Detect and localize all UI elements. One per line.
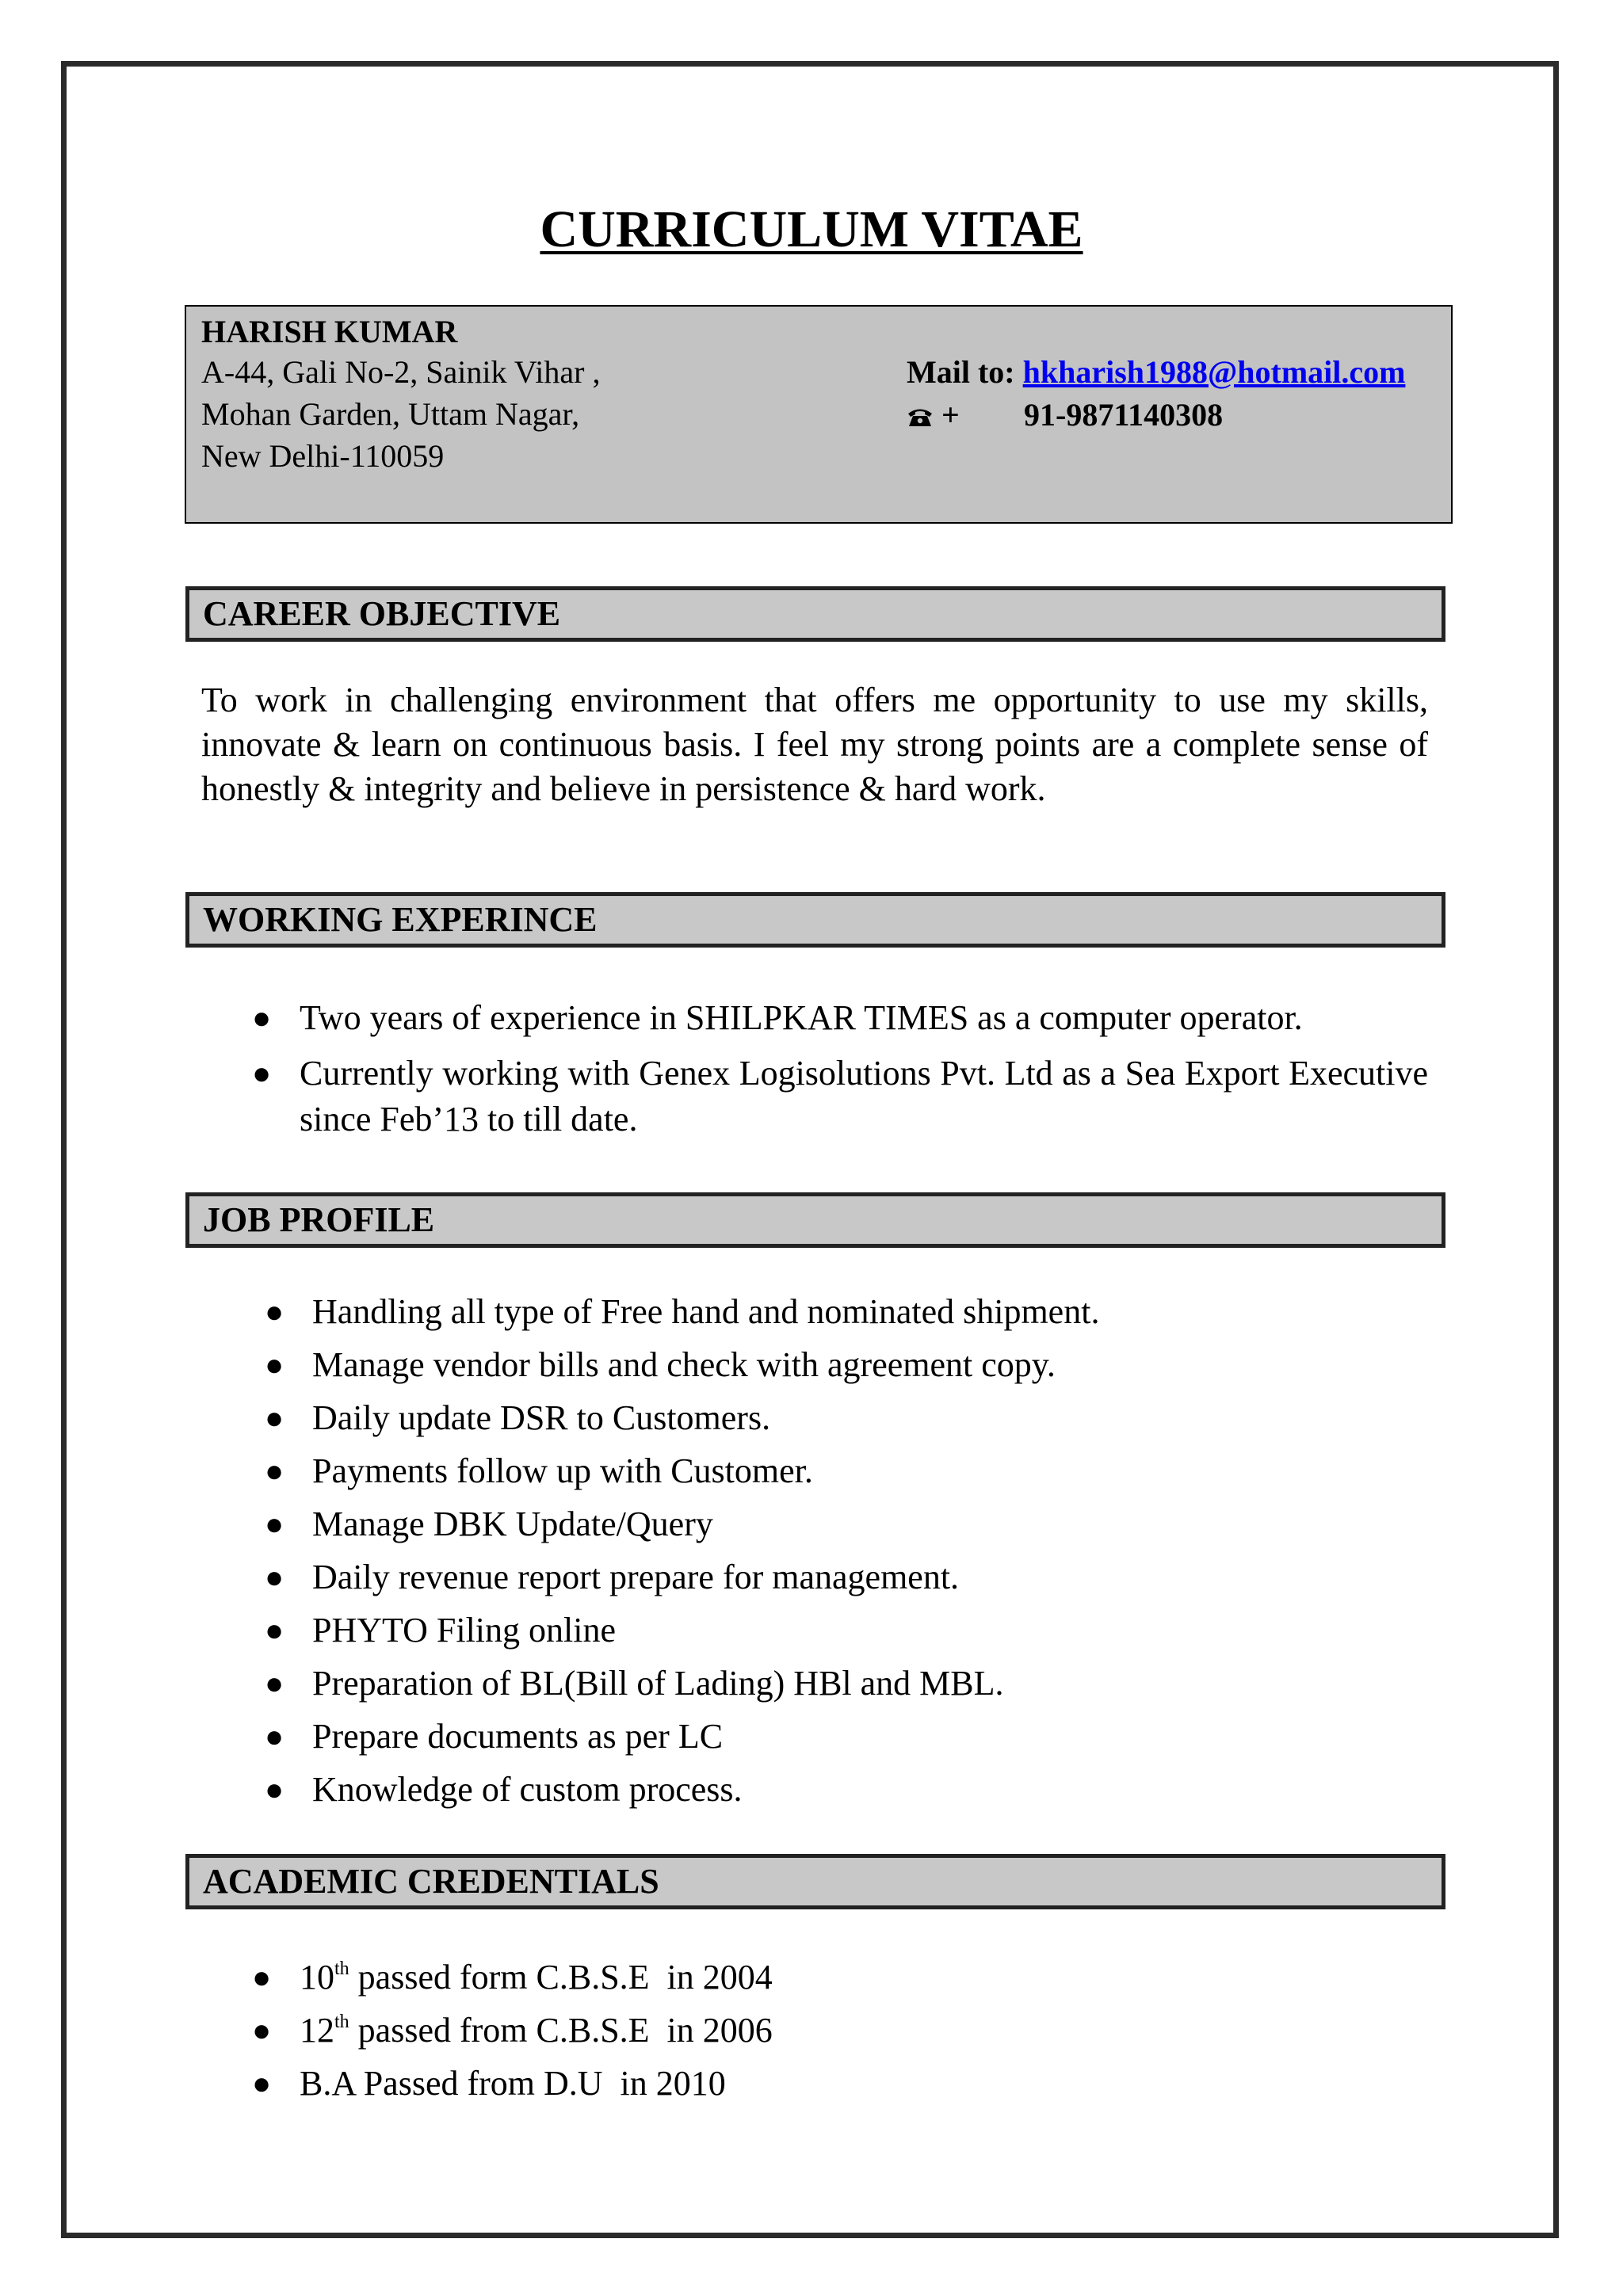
- bullet-icon: ●: [265, 1772, 285, 1807]
- section-heading-academic-credentials: ACADEMIC CREDENTIALS: [185, 1854, 1445, 1909]
- bullet-icon: ●: [265, 1506, 285, 1542]
- list-item: ● B.A Passed from D.U in 2010: [252, 2057, 1409, 2110]
- mail-label: Mail to:: [907, 354, 1015, 390]
- email-link[interactable]: hkharish1988@hotmail.com: [1022, 354, 1406, 390]
- phone-number: 91-9871140308: [1024, 397, 1224, 433]
- telephone-icon: [907, 395, 941, 436]
- address-line: A-44, Gali No-2, Sainik Vihar ,: [201, 354, 601, 390]
- academic-credentials-list: [252, 1951, 1409, 2110]
- bullet-icon: ●: [252, 2065, 272, 2101]
- list-item: ● Handling all type of Free hand and nominated shipment.: [265, 1285, 1422, 1338]
- list-item: ● Daily update DSR to Customers.: [265, 1391, 1422, 1444]
- list-item: ● Payments follow up with Customer.: [265, 1444, 1422, 1497]
- bullet-icon: ●: [265, 1665, 285, 1701]
- bullet-icon: ●: [265, 1559, 285, 1595]
- bullet-icon: ●: [252, 1055, 272, 1091]
- list-item: ● 10th passed form C.B.S.E in 2004: [252, 1951, 1409, 2004]
- address-line: New Delhi-110059: [201, 438, 445, 474]
- list-item: ● PHYTO Filing online: [265, 1604, 1422, 1657]
- section-heading-career-objective: CAREER OBJECTIVE: [185, 586, 1445, 642]
- bullet-icon: ●: [265, 1718, 285, 1754]
- list-item: ● Manage vendor bills and check with agreement copy.: [265, 1338, 1422, 1391]
- list-item: ● Preparation of BL(Bill of Lading) HBl and MBL.: [265, 1657, 1422, 1710]
- list-item: ● Prepare documents as per LC: [265, 1710, 1422, 1763]
- bullet-icon: ●: [252, 1000, 272, 1035]
- bullet-icon: ●: [252, 2012, 272, 2048]
- bullet-icon: ●: [265, 1612, 285, 1648]
- bullet-icon: ●: [265, 1400, 285, 1436]
- list-item: ● Two years of experience in SHILPKAR TIMES as a computer operator.: [252, 995, 1428, 1041]
- list-item: ● Manage DBK Update/Query: [265, 1497, 1422, 1550]
- bullet-icon: ●: [265, 1453, 285, 1489]
- address-line: Mohan Garden, Uttam Nagar,: [201, 396, 580, 432]
- phone-prefix: +: [941, 397, 960, 433]
- list-item: ● Daily revenue report prepare for management.: [265, 1550, 1422, 1604]
- list-item: ● Currently working with Genex Logisolutions Pvt. Ltd as a Sea Export Executive since Feb’13 to till date.: [252, 1051, 1428, 1142]
- contact-box: [185, 305, 1453, 524]
- bullet-icon: ●: [252, 1959, 272, 1995]
- bullet-icon: ●: [265, 1347, 285, 1383]
- list-item: ● Knowledge of custom process.: [265, 1763, 1422, 1816]
- document-title: CURRICULUM VITAE: [540, 200, 1083, 258]
- list-item: ● 12th passed from C.B.S.E in 2006: [252, 2004, 1409, 2057]
- career-objective-text: To work in challenging environment that offers me opportunity to use my skills, innovate & learn on continuous basis. I feel my strong points are a complete sense of honestly & integrity and believe in persistence & hard work.: [201, 681, 1428, 808]
- bullet-icon: ●: [265, 1294, 285, 1329]
- working-experience-list: [252, 995, 1428, 1152]
- section-heading-working-experience: WORKING EXPERINCE: [185, 892, 1445, 948]
- section-heading-job-profile: JOB PROFILE: [185, 1192, 1445, 1248]
- phone-row: [907, 395, 1223, 436]
- job-profile-list: [265, 1285, 1422, 1816]
- mail-row: [907, 352, 1405, 393]
- contact-name: HARISH KUMAR: [201, 314, 458, 349]
